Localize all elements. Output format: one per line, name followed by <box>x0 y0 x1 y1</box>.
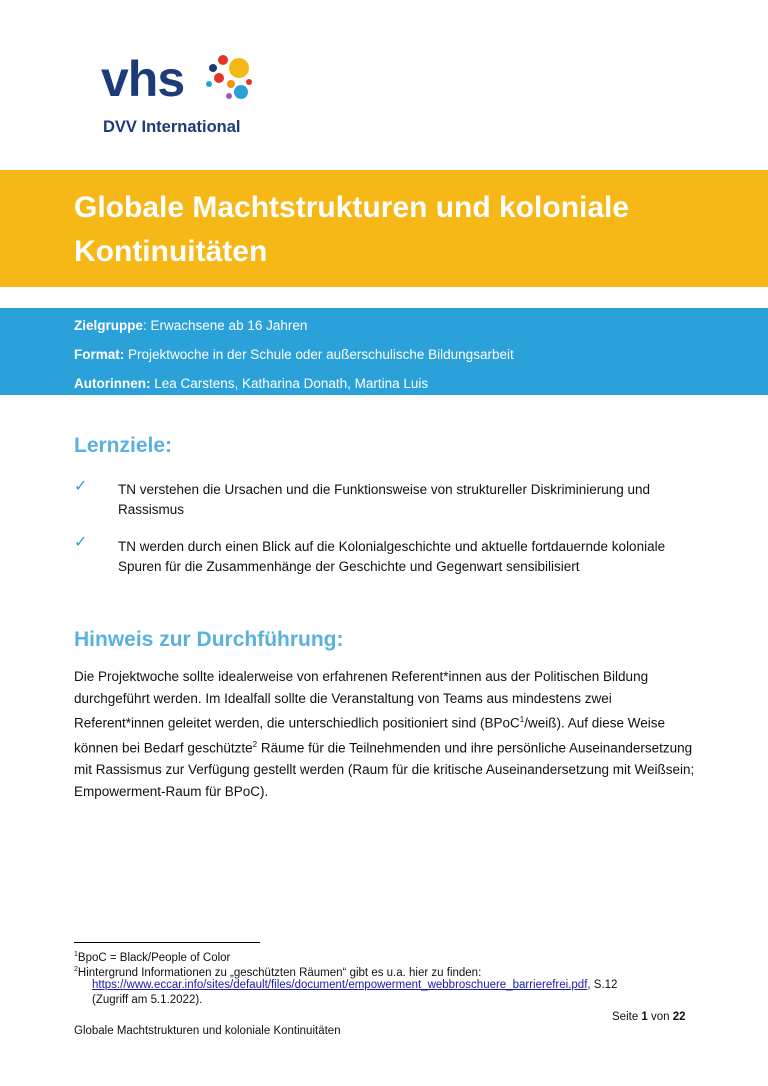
goals-heading: Lernziele: <box>74 434 173 457</box>
footnote-2-access: (Zugriff am 5.1.2022). <box>92 994 203 1006</box>
footnote-divider <box>74 942 260 943</box>
page-current: 1 <box>641 1011 648 1023</box>
meta-format-value: Projektwoche in der Schule oder außerschulische Bildungsarbeit <box>124 347 514 362</box>
logo-dots-icon <box>199 54 259 106</box>
meta-target-group <box>74 318 307 333</box>
meta-authors-value: Lea Carstens, Katharina Donath, Martina Luis <box>150 376 429 391</box>
meta-format-label: Format: <box>74 347 125 362</box>
vhs-logo <box>101 52 261 142</box>
footnote-1-text: BpoC = Black/People of Color <box>77 951 231 964</box>
page-prefix: Seite <box>612 1011 642 1023</box>
footnote-2-text: Hintergrund Informationen zu „geschützten Räumen“ gibt es u.a. hier zu finden: <box>77 966 482 979</box>
footnote-1-number: 1 <box>74 951 78 958</box>
footnote-2-number: 2 <box>74 966 78 973</box>
page-total: 22 <box>672 1011 686 1023</box>
meta-target-value: : Erwachsene ab 16 Jahren <box>143 318 308 333</box>
document-title <box>74 186 714 274</box>
footnote-ref-2[interactable]: 2 <box>252 740 258 749</box>
title-line-1: Globale Machtstrukturen und koloniale <box>74 191 630 224</box>
hint-heading: Hinweis zur Durchführung: <box>74 628 344 651</box>
meta-authors <box>74 376 428 391</box>
goal-item-1: TN verstehen die Ursachen und die Funktionsweise von struktureller Diskriminierung und Rassismus <box>118 482 650 517</box>
page-number <box>612 1011 686 1023</box>
checkmark-icon: ✓ <box>74 478 88 495</box>
title-line-2: Kontinuitäten <box>74 235 268 268</box>
footnote-2-link-row <box>92 978 617 992</box>
hint-text-2: /weiß). Auf diese Weise können bei Bedarf geschützte <box>74 715 666 756</box>
footnote-2-link[interactable]: https://www.eccar.info/sites/default/files/document/empowerment_webbroschuere_barrierefrei.pdf <box>92 979 588 991</box>
meta-target-label: Zielgruppe <box>74 318 144 333</box>
footnote-ref-1[interactable]: 1 <box>519 715 525 724</box>
logo-subtitle: DVV International <box>103 118 241 136</box>
meta-format <box>74 347 514 362</box>
footnote-2-page: , S.12 <box>587 979 618 991</box>
checkmark-icon: ✓ <box>74 534 88 551</box>
page-mid: von <box>647 1011 673 1023</box>
footer-title: Globale Machtstrukturen und koloniale Kontinuitäten <box>74 1025 341 1037</box>
logo-wordmark: vhs <box>101 51 185 107</box>
hint-text-3: Räume für die Teilnehmenden und ihre persönliche Auseinandersetzung mit Rassismus zur Verfügung gestellt werden (Raum für die kritische Auseinandersetzung mit Weißsein; Empowerment-Raum für BPoC). <box>74 740 695 799</box>
goal-item-2: TN werden durch einen Blick auf die Kolonialgeschichte und aktuelle fortdauernde koloniale Spuren für die Zusammenhänge der Geschichte und Gegenwart sensibilisiert <box>118 539 666 574</box>
meta-authors-label: Autorinnen: <box>74 376 151 391</box>
hint-paragraph <box>74 666 704 802</box>
hint-text-1: Die Projektwoche sollte idealerweise von erfahrenen Referent*innen aus der Politischen Bildung durchgeführt werden. Im Idealfall sollte die Veranstaltung von Teams aus mindestens zwei Referent*innen geleitet werden, die unterschiedlich positioniert sind (BPoC <box>74 669 649 731</box>
